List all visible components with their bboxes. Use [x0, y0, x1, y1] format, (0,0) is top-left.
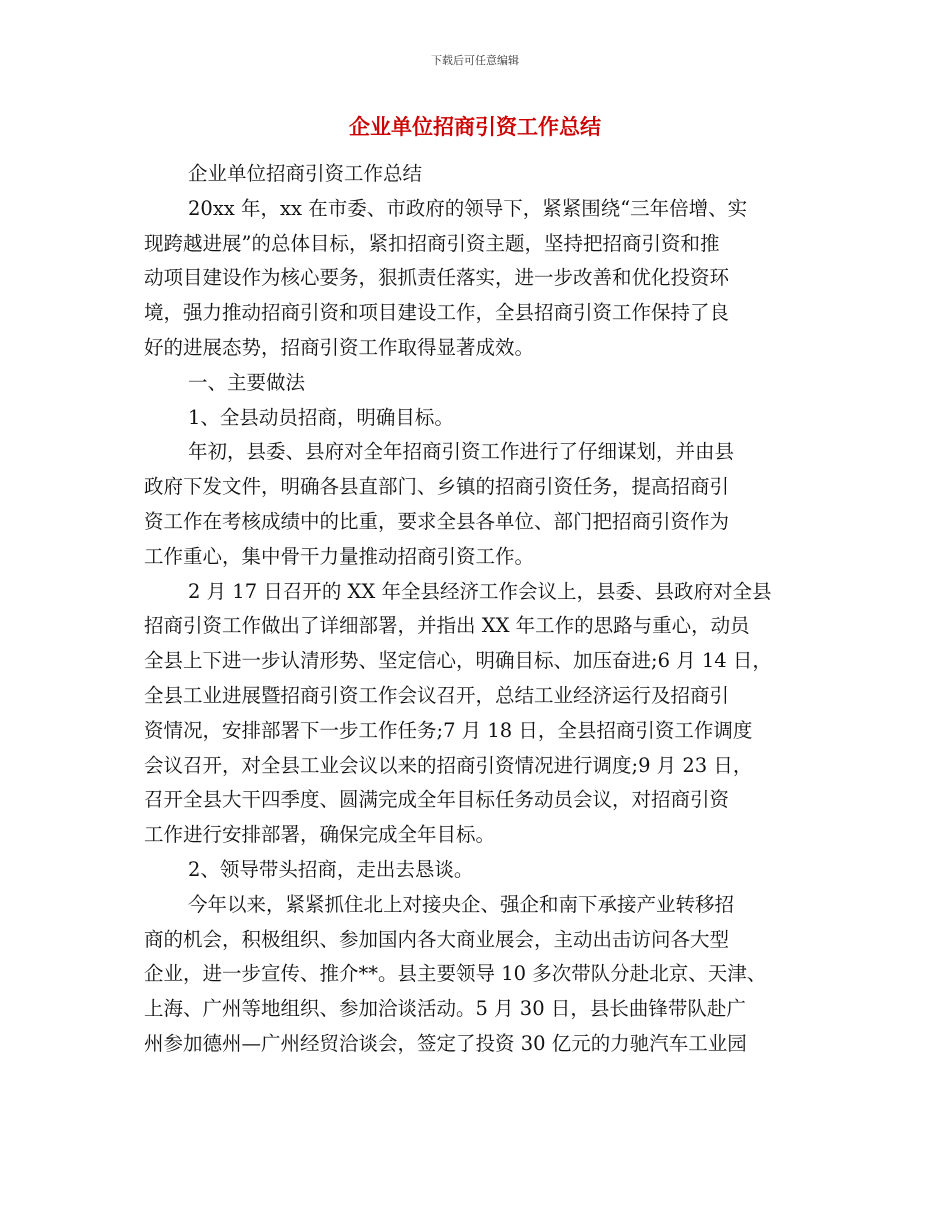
text-line: 工作重心，集中骨干力量推动招商引资工作。: [144, 544, 535, 568]
paragraph: [144, 192, 824, 366]
text-line: 现跨越进展”的总体目标，紧扣招商引资主题，坚持把招商引资和推: [144, 231, 720, 255]
text-line: 20xx 年，xx 在市委、市政府的领导下，紧紧围绕“三年倍增、实: [188, 196, 748, 220]
text-line: 一、主要做法: [188, 370, 306, 394]
text-line: 召开全县大干四季度、圆满完成全年目标任务动员会议，对招商引资: [144, 788, 730, 812]
text-line: 工作进行安排部署，确保完成全年目标。: [144, 823, 496, 847]
text-line: 1、全县动员招商，明确目标。: [188, 405, 454, 429]
paragraph: [144, 853, 824, 888]
text-line: 企业，进一步宣传、推介**。县主要领导 10 多次带队分赴北京、天津、: [144, 962, 767, 986]
text-line: 境，强力推动招商引资和项目建设工作，全县招商引资工作保持了良: [144, 301, 730, 325]
text-line: 今年以来，紧紧抓住北上对接央企、强企和南下承接产业转移招: [188, 892, 735, 916]
text-line: 州参加德州—广州经贸洽谈会，签定了投资 30 亿元的力驰汽车工业园: [144, 1031, 747, 1055]
text-line: 企业单位招商引资工作总结: [188, 162, 423, 185]
paragraph: [144, 575, 824, 853]
document-body: [144, 157, 824, 1062]
paragraph: [144, 888, 824, 1062]
text-line: 政府下发文件，明确各县直部门、乡镇的招商引资任务，提高招商引: [144, 475, 730, 499]
text-line: 商的机会，积极组织、参加国内各大商业展会，主动出击访问各大型: [144, 927, 730, 951]
text-line: 会议召开，对全县工业会议以来的招商引资情况进行调度;9 月 23 日，: [144, 753, 753, 777]
paragraph: [144, 157, 824, 192]
paragraph: [144, 435, 824, 574]
text-line: 2 月 17 日召开的 XX 年全县经济工作会议上，县委、县政府对全县: [188, 579, 772, 603]
text-line: 2、领导带头招商，走出去恳谈。: [188, 857, 474, 881]
text-line: 资情况，安排部署下一步工作任务;7 月 18 日，全县招商引资工作调度: [144, 718, 753, 742]
page-header-note: 下载后可任意编辑: [431, 54, 519, 67]
paragraph: [144, 366, 824, 401]
text-line: 全县工业进展暨招商引资工作会议召开，总结工业经济运行及招商引: [144, 683, 730, 707]
text-line: 动项目建设作为核心要务，狠抓责任落实，进一步改善和优化投资环: [144, 266, 730, 290]
text-line: 上海、广州等地组织、参加洽谈活动。5 月 30 日，县长曲锋带队赴广: [144, 997, 746, 1021]
text-line: 年初，县委、县府对全年招商引资工作进行了仔细谋划，并由县: [188, 440, 735, 464]
document-title: 企业单位招商引资工作总结: [349, 115, 601, 139]
paragraph: [144, 401, 824, 436]
text-line: 好的进展态势，招商引资工作取得显著成效。: [144, 335, 535, 359]
text-line: 资工作在考核成绩中的比重，要求全县各单位、部门把招商引资作为: [144, 509, 730, 533]
text-line: 招商引资工作做出了详细部署，并指出 XX 年工作的思路与重心，动员: [144, 614, 750, 638]
text-line: 全县上下进一步认清形势、坚定信心，明确目标、加压奋进;6 月 14 日，: [144, 649, 772, 673]
